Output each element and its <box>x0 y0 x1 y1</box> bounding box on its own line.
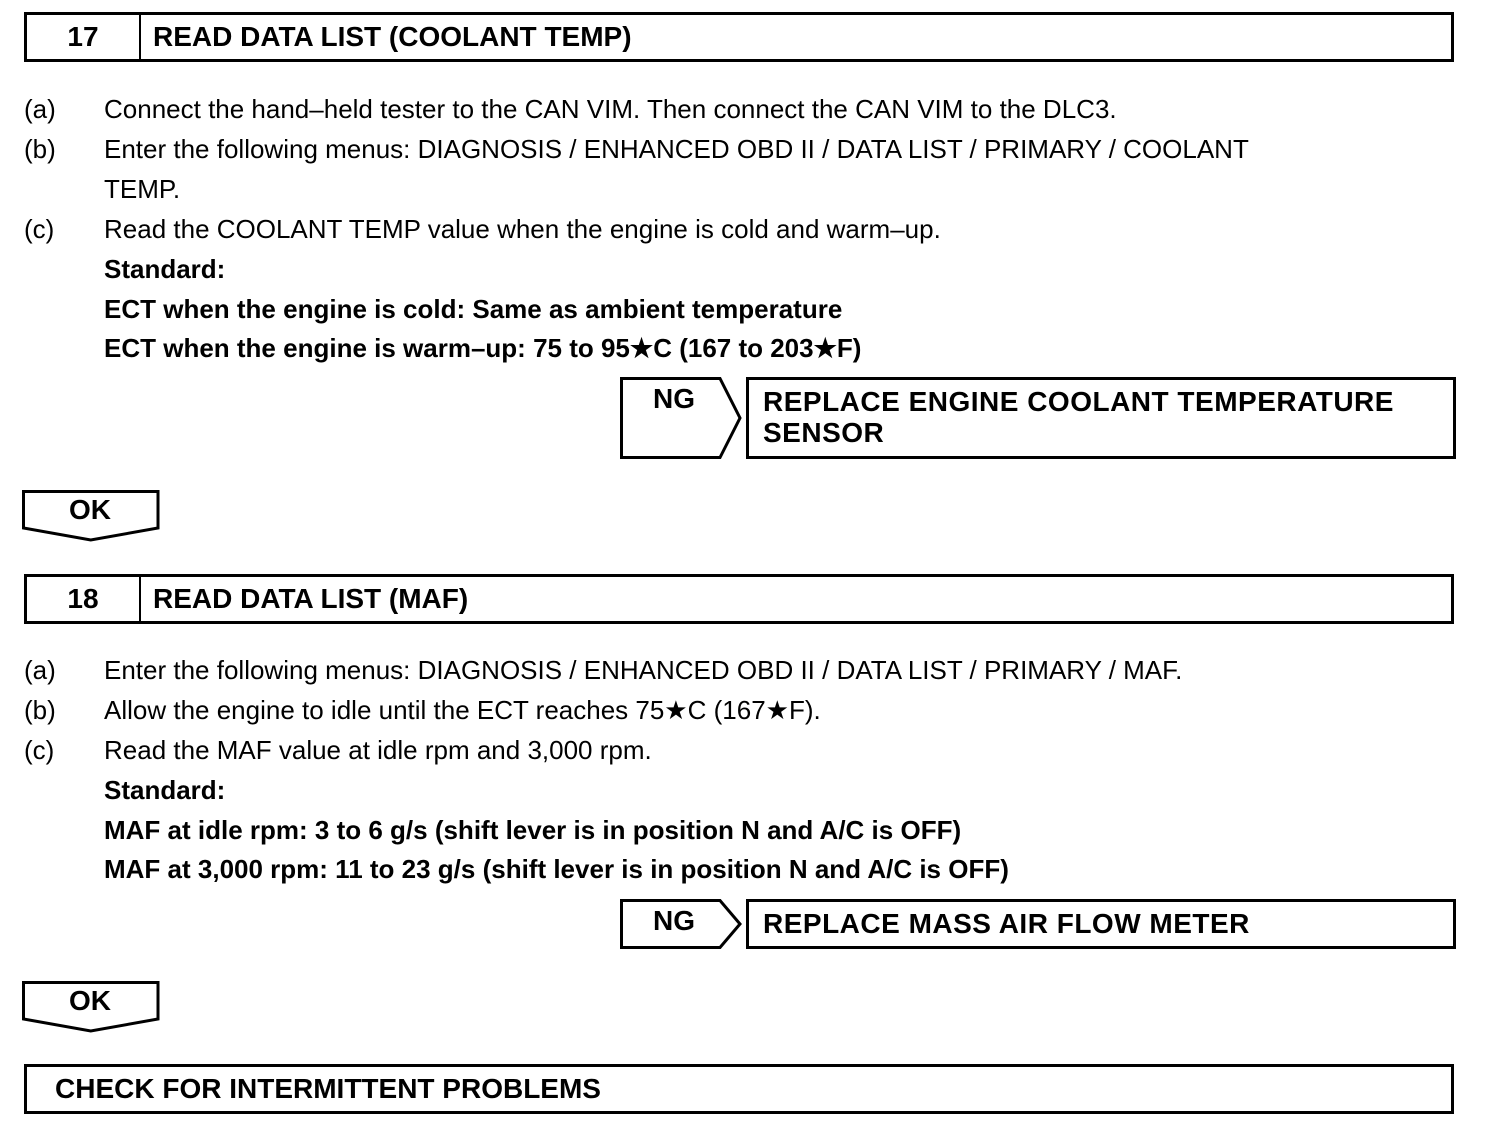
standard-line: MAF at idle rpm: 3 to 6 g/s (shift lever is in position N and A/C is OFF) <box>104 815 962 845</box>
ng-label: NG <box>653 383 695 414</box>
item-text: Connect the hand–held tester to the CAN VIM. Then connect the CAN VIM to the DLC3. <box>104 94 1117 124</box>
item-text: Enter the following menus: DIAGNOSIS / ENHANCED OBD II / DATA LIST / PRIMARY / COOLANT <box>104 134 1249 164</box>
step-number: 18 <box>27 577 141 621</box>
step-18-header <box>24 574 1454 624</box>
final-action-box <box>24 1064 1454 1114</box>
ng-branch <box>620 899 746 949</box>
ok-label: OK <box>69 494 111 525</box>
item-label: (b) <box>24 134 56 164</box>
ok-branch <box>22 981 162 1035</box>
item-label: (c) <box>24 214 55 244</box>
item-label: (c) <box>24 735 55 765</box>
standard-heading: Standard: <box>104 254 226 284</box>
standard-line: ECT when the engine is warm–up: 75 to 95★C (167 to 203★F) <box>104 333 862 363</box>
ok-branch <box>22 490 162 544</box>
step-title: READ DATA LIST (COOLANT TEMP) <box>153 21 632 52</box>
standard-heading: Standard: <box>104 775 226 805</box>
standard-line: ECT when the engine is cold: Same as ambient temperature <box>104 294 843 324</box>
ng-action-box <box>746 377 1456 459</box>
standard-line: MAF at 3,000 rpm: 11 to 23 g/s (shift lever is in position N and A/C is OFF) <box>104 854 1009 884</box>
ng-label: NG <box>653 905 695 936</box>
item-text: Allow the engine to idle until the ECT reaches 75★C (167★F). <box>104 695 821 725</box>
ng-action-text: REPLACE ENGINE COOLANT TEMPERATURE <box>763 386 1394 417</box>
step-title: READ DATA LIST (MAF) <box>153 583 469 614</box>
item-label: (a) <box>24 655 56 685</box>
item-text: Read the MAF value at idle rpm and 3,000 rpm. <box>104 735 652 765</box>
ng-action-text: SENSOR <box>763 417 885 448</box>
item-text: Read the COOLANT TEMP value when the engine is cold and warm–up. <box>104 214 941 244</box>
ng-action-box <box>746 899 1456 949</box>
ok-label: OK <box>69 985 111 1016</box>
ng-action-text: REPLACE MASS AIR FLOW METER <box>763 908 1250 939</box>
step-number: 17 <box>27 15 141 59</box>
step-17-header <box>24 12 1454 62</box>
item-label: (b) <box>24 695 56 725</box>
final-action-text: CHECK FOR INTERMITTENT PROBLEMS <box>55 1073 601 1104</box>
item-label: (a) <box>24 94 56 124</box>
item-text-continued: TEMP. <box>104 174 181 204</box>
ng-branch <box>620 377 746 459</box>
item-text: Enter the following menus: DIAGNOSIS / ENHANCED OBD II / DATA LIST / PRIMARY / MAF. <box>104 655 1183 685</box>
